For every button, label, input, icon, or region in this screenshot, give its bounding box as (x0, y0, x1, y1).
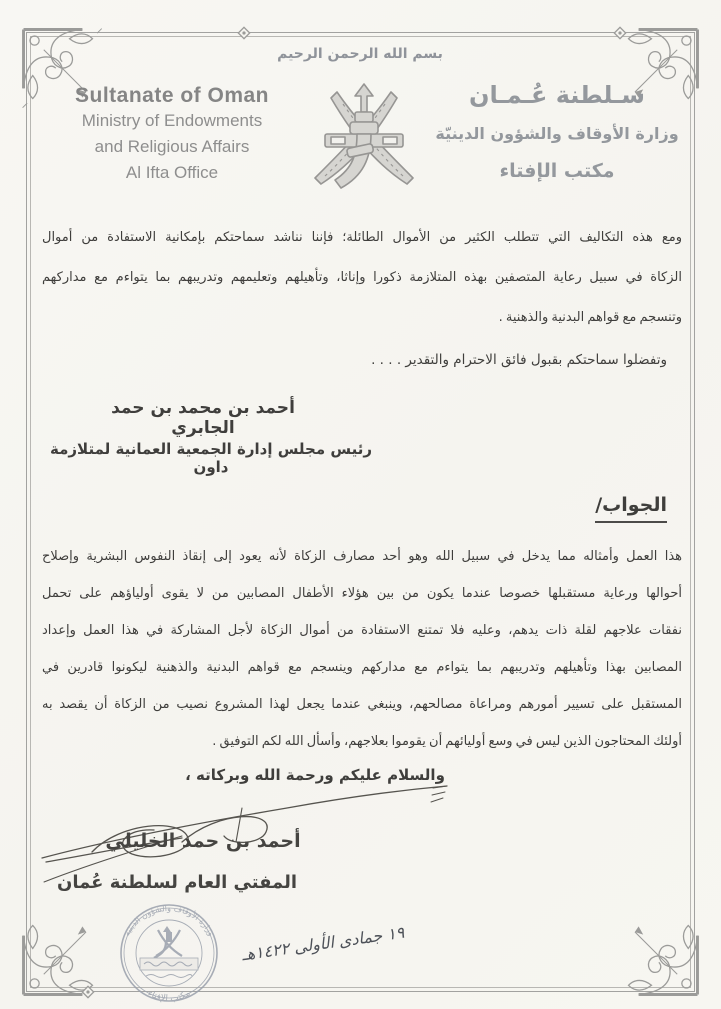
letterhead-office-en: Al Ifta Office (125, 163, 219, 182)
stamp-ring-text-top: وزارة الأوقاف والشؤون الدينية (122, 903, 216, 938)
letterhead-ministry-en-2: and Religious Affairs (94, 137, 250, 156)
border-knot-ornament (80, 984, 96, 1000)
oman-national-emblem-icon (303, 80, 425, 208)
letterhead-office-ar: مكتب الإفتاء (499, 160, 615, 182)
svg-text:مكتب الإفتاء (146, 988, 193, 1004)
bismillah-calligraphy: بسم الله الرحمن الرحيم (277, 46, 443, 62)
question-paragraph-line: ومع هذه التكاليف التي تتطلب الكثير من الأموال الطائلة؛ فإننا نناشد سماحتكم بإمكانية الاستفادة من أموال (42, 230, 682, 245)
answer-paragraph-line: أحوالها ورعاية مستقبلها خصوصا عندما يكون من بين هؤلاء الأطفال المصابين من لا يقوى أولياؤهم على تحمل (42, 586, 682, 601)
answer-paragraph (42, 538, 682, 760)
closing-salutation: والسلام عليكم ورحمة الله وبركاته ، (185, 766, 445, 784)
sender-name: أحمد بن محمد بن حمد الجابري (111, 398, 295, 438)
sender-title: رئيس مجلس إدارة الجمعية العمانية لمتلازمة داون (50, 440, 372, 476)
letterhead-arabic (428, 74, 686, 190)
border-knot-ornament (612, 25, 628, 41)
stamp-ring-text-bottom: مكتب الإفتاء (145, 988, 193, 1005)
answer-paragraph-line: المستقبل على تسيير أمورهم ومراعاة مصالحهم، وينبغي عندما يجعل لهذا المشروع نصيب من الزكاة أن يقصد به (42, 697, 682, 712)
question-closing-courtesy: وتفضلوا سماحتكم بقبول فائق الاحترام والتقدير . . . . (371, 352, 667, 368)
answer-paragraph-line: المصابين بهذا وتأهيلهم وتدريبهم بما يتواءم مع مداركهم وينسجم مع قواهم البدنية والذهنية ليكونوا قادرين في (42, 660, 682, 675)
question-paragraph-line: وتنسجم مع قواهم البدنية والذهنية . (498, 310, 682, 325)
answer-paragraph-line: هذا العمل وأمثاله مما يدخل في سبيل الله وهو أحد مصارف الزكاة لأنه يعود إلى إنقاذ النفوس البشرية وإصلاح (42, 549, 682, 564)
border-knot-ornament (236, 25, 252, 41)
filigree-corner-ornament (18, 908, 110, 1000)
letterhead-country-en: Sultanate of Oman (74, 84, 270, 107)
letterhead-ministry-en: Ministry of Endowments (81, 111, 263, 130)
letterhead-english (46, 84, 298, 186)
answer-paragraph-line: نفقات علاجهم لقلة ذات يدهم، وعليه فلا تمتنع الاستفادة من أموال الزكاة لأجل المشاركة في هذا العمل وإعداد (42, 623, 682, 638)
mufti-title: المفتي العام لسلطنة عُمان (56, 872, 298, 893)
answer-paragraph-line: أولئك المحتاجون الذين ليس في وسع أوليائهم أن يقوموا بعلاجهم، وأسأل الله لكم التوفيق . (212, 734, 682, 749)
letterhead-ministry-ar: وزارة الأوقاف والشؤون الدينيّة (435, 124, 679, 143)
mufti-name: أحمد بن حمد الخليلي (105, 830, 301, 852)
answer-heading: الجواب/ (595, 494, 667, 523)
question-paragraph (42, 218, 682, 338)
handwritten-hijri-date: ١٩ جمادى الأولى ١٤٢٢هـ (240, 922, 406, 965)
letterhead-country-ar: سـلطنة عُـمـان (468, 81, 646, 109)
filigree-corner-ornament (611, 908, 703, 1000)
question-paragraph-line: الزكاة في سبيل رعاية المتصفين بهذه المتلازمة ذكورا وإناثا، وتأهيلهم وتعليمهم وتدريبهم بما يتواءم مع مداركهم (42, 270, 682, 285)
